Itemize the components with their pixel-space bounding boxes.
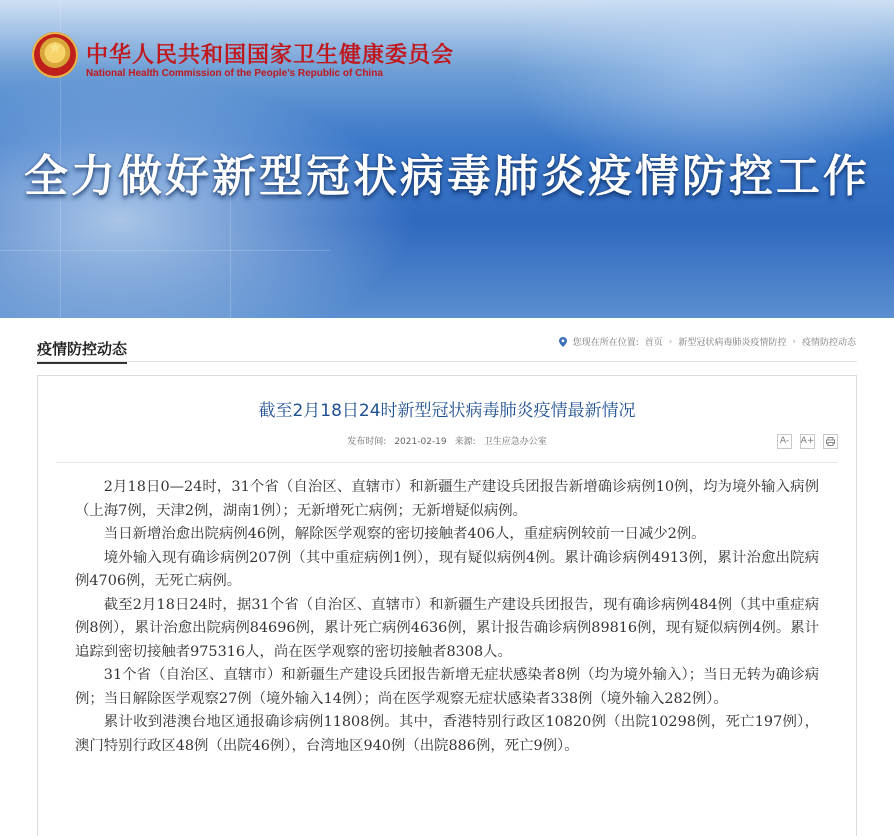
section-divider <box>37 361 857 362</box>
article-divider <box>56 462 838 463</box>
print-button[interactable] <box>823 434 838 449</box>
article-title: 截至2月18日24时新型冠状病毒肺炎疫情最新情况 <box>258 401 636 421</box>
breadcrumb-prefix: 您现在所在位置: <box>572 338 639 348</box>
breadcrumb-item-home[interactable]: 首页 <box>644 338 663 348</box>
article-tools <box>777 434 838 449</box>
publish-date: 2021-02-19 <box>394 437 447 447</box>
article-paragraph: 累计收到港澳台地区通报确诊病例11808例。其中，香港特别行政区10820例（出院10298例，死亡197例），澳门特别行政区48例（出院46例），台湾地区940例（出院886例，死亡9例）。 <box>75 714 819 754</box>
article-paragraph: 当日新增治愈出院病例46例，解除医学观察的密切接触者406人，重症病例较前一日减少2例。 <box>103 526 706 542</box>
site-logo-name[interactable]: 中华人民共和国国家卫生健康委员会 <box>86 43 455 68</box>
breadcrumb-item-current[interactable]: 疫情防控动态 <box>801 338 856 348</box>
national-emblem-icon[interactable] <box>32 32 78 78</box>
breadcrumb-item-epidemic[interactable]: 新型冠状病毒肺炎疫情防控 <box>678 338 787 348</box>
source-label: 来源: <box>454 437 476 447</box>
banner-slogan: 全力做好新型冠状病毒肺炎疫情防控工作 <box>24 151 870 202</box>
article-body <box>75 476 819 758</box>
article-container <box>37 375 857 836</box>
banner-decor-line <box>0 250 330 251</box>
font-decrease-button[interactable]: A- <box>777 434 792 449</box>
article-paragraph: 31个省（自治区、直辖市）和新疆生产建设兵团报告新增无症状感染者8例（均为境外输入）；当日无转为确诊病例；当日解除医学观察27例（境外输入14例）；尚在医学观察无症状感染者338例（境外输入282例）。 <box>75 667 819 707</box>
source-name: 卫生应急办公室 <box>483 437 547 447</box>
article-paragraph: 2月18日0—24时，31个省（自治区、直辖市）和新疆生产建设兵团报告新增确诊病例10例，均为境外输入病例（上海7例，天津2例，湖南1例）；无新增死亡病例；无新增疑似病例。 <box>75 479 819 519</box>
breadcrumb <box>559 335 856 348</box>
breadcrumb-separator-icon: › <box>792 336 796 347</box>
publish-label: 发布时间: <box>347 437 387 447</box>
section-title: 疫情防控动态 <box>37 338 127 364</box>
location-pin-icon <box>559 337 567 347</box>
print-icon <box>826 437 835 446</box>
breadcrumb-separator-icon: › <box>668 336 673 347</box>
article-paragraph: 境外输入现有确诊病例207例（其中重症病例1例），现有疑似病例4例。累计确诊病例4913例，累计治愈出院病例4706例，无死亡病例。 <box>75 549 819 589</box>
article-paragraph: 截至2月18日24时，据31个省（自治区、直辖市）和新疆生产建设兵团报告，现有确诊病例484例（其中重症病例8例），累计治愈出院病例84696例，累计死亡病例4636例，累计报告确诊病例89816例，现有疑似病例4例。累计追踪到密切接触者975316人，尚在医学观察的密切接触者8308人。 <box>75 596 819 660</box>
site-logo-name-en[interactable]: National Health Commission of the People’s Republic of China <box>86 68 383 79</box>
header-banner <box>0 0 894 318</box>
article-meta <box>38 434 856 447</box>
font-increase-button[interactable]: A+ <box>800 434 815 449</box>
